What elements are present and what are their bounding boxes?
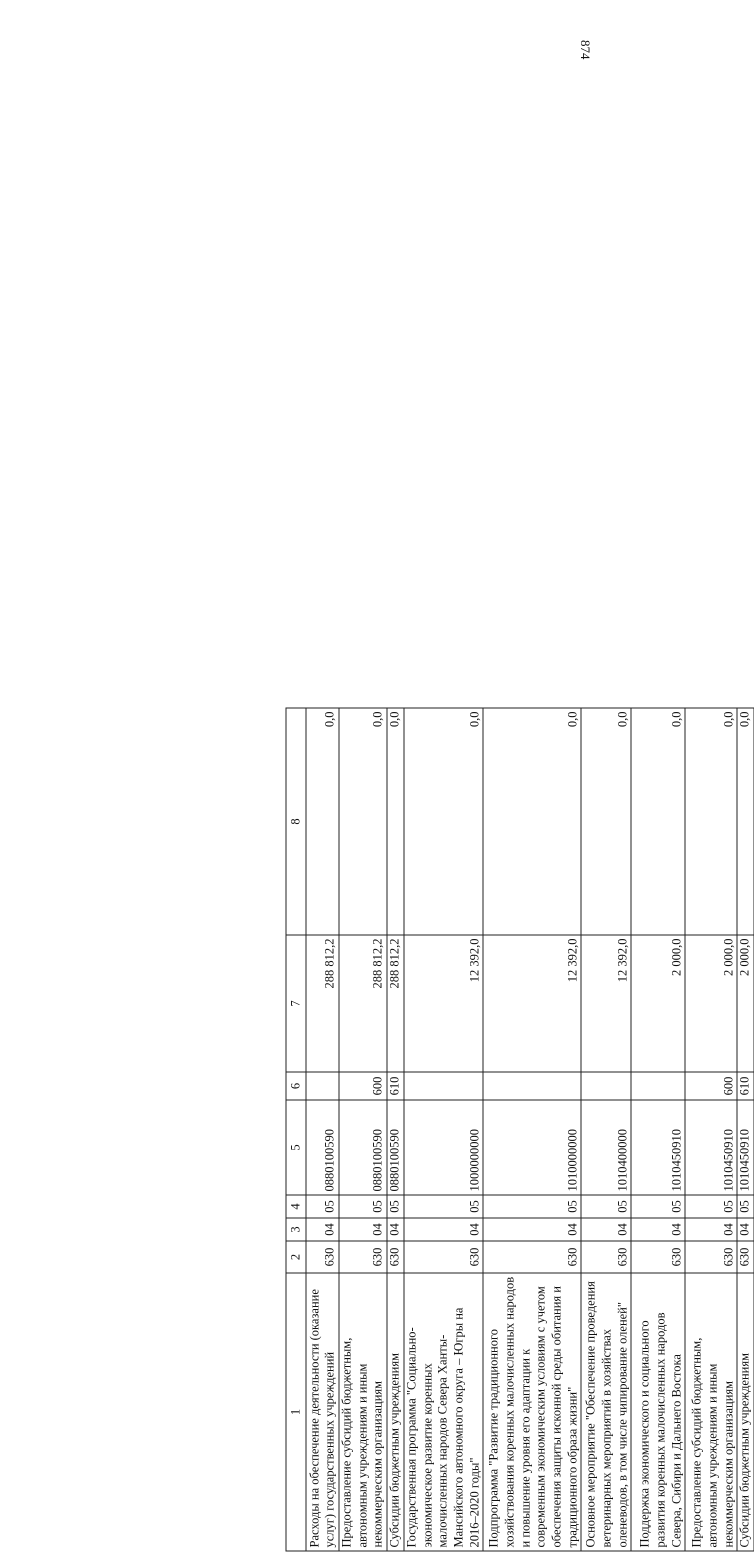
table-header-row [286, 708, 306, 1551]
cell-col5: 0880100590 [387, 1100, 404, 1195]
cell-col7: 2 000,0 [737, 935, 754, 1072]
row-name: Основное мероприятие "Обеспечение проведения ветеринарных мероприятий в хозяйствах оленеводов, в том числе чипирование оленей" [581, 1273, 631, 1551]
cell-col6 [483, 1072, 581, 1100]
table-row [737, 708, 754, 1551]
cell-col3: 04 [581, 1218, 631, 1241]
column-header: 4 [286, 1195, 306, 1218]
cell-col3: 04 [387, 1218, 404, 1241]
cell-col5: 1010000000 [483, 1100, 581, 1195]
row-name: Поддержка экономического и социального развития коренных малочисленных народов Севера, Сибири и Дальнего Востока [631, 1273, 685, 1551]
row-name: Предоставление субсидий бюджетным, автономным учреждениям и иным некоммерческим организациям [339, 1273, 387, 1551]
cell-col7: 288 812,2 [306, 935, 339, 1072]
table-row [483, 708, 581, 1551]
cell-col3: 04 [306, 1218, 339, 1241]
column-header: 5 [286, 1100, 306, 1195]
rotated-table-container [286, 709, 738, 1552]
cell-col8: 0,0 [306, 708, 339, 935]
cell-col8: 0,0 [737, 708, 754, 935]
row-name: Субсидии бюджетным учреждениям [387, 1273, 404, 1551]
cell-col8: 0,0 [685, 708, 737, 935]
table-row [685, 708, 737, 1551]
cell-col4: 05 [339, 1195, 387, 1218]
cell-col7: 288 812,2 [387, 935, 404, 1072]
cell-col5: 1000000000 [404, 1100, 483, 1195]
column-header: 8 [286, 708, 306, 935]
cell-col5: 1010450910 [631, 1100, 685, 1195]
row-name: Государственная программа "Социально-экономическое развитие коренных малочисленных народов Севера Ханты-Мансийского автономного округа – Югры на 2016–2020 годы" [404, 1273, 483, 1551]
cell-col4: 05 [581, 1195, 631, 1218]
table-row [404, 708, 483, 1551]
cell-col3: 04 [404, 1218, 483, 1241]
page-number: 874 [579, 40, 592, 60]
cell-col5: 1010450910 [737, 1100, 754, 1195]
cell-col5: 1010400000 [581, 1100, 631, 1195]
cell-col6 [631, 1072, 685, 1100]
cell-col6: 600 [685, 1072, 737, 1100]
column-header: 7 [286, 935, 306, 1072]
table-row [306, 708, 339, 1551]
cell-col2: 630 [339, 1241, 387, 1273]
cell-col3: 04 [631, 1218, 685, 1241]
cell-col8: 0,0 [581, 708, 631, 935]
cell-col3: 04 [737, 1218, 754, 1241]
table-row [581, 708, 631, 1551]
cell-col2: 630 [685, 1241, 737, 1273]
column-header: 6 [286, 1072, 306, 1100]
cell-col4: 05 [685, 1195, 737, 1218]
cell-col8: 0,0 [404, 708, 483, 935]
cell-col4: 05 [737, 1195, 754, 1218]
cell-col5: 0880100590 [339, 1100, 387, 1195]
cell-col6: 600 [339, 1072, 387, 1100]
cell-col2: 630 [737, 1241, 754, 1273]
cell-col6: 610 [737, 1072, 754, 1100]
cell-col2: 630 [306, 1241, 339, 1273]
cell-col3: 04 [685, 1218, 737, 1241]
cell-col2: 630 [631, 1241, 685, 1273]
table-row [339, 708, 387, 1551]
column-header: 3 [286, 1218, 306, 1241]
cell-col2: 630 [404, 1241, 483, 1273]
column-header: 1 [286, 1273, 306, 1551]
row-name: Субсидии бюджетным учреждениям [737, 1273, 754, 1551]
table-row [387, 708, 404, 1551]
cell-col2: 630 [581, 1241, 631, 1273]
cell-col7: 2 000,0 [685, 935, 737, 1072]
table-row [631, 708, 685, 1551]
cell-col6: 610 [387, 1072, 404, 1100]
cell-col2: 630 [387, 1241, 404, 1273]
row-name: Предоставление субсидий бюджетным, автономным учреждениям и иным некоммерческим организациям [685, 1273, 737, 1551]
cell-col8: 0,0 [339, 708, 387, 935]
cell-col4: 05 [387, 1195, 404, 1218]
cell-col4: 05 [631, 1195, 685, 1218]
cell-col6 [581, 1072, 631, 1100]
cell-col7: 12 392,0 [404, 935, 483, 1072]
cell-col6 [306, 1072, 339, 1100]
cell-col6 [404, 1072, 483, 1100]
cell-col8: 0,0 [483, 708, 581, 935]
cell-col7: 12 392,0 [483, 935, 581, 1072]
cell-col5: 0880100590 [306, 1100, 339, 1195]
cell-col2: 630 [483, 1241, 581, 1273]
row-name: Расходы на обеспечение деятельности (оказание услуг) государственных учреждений [306, 1273, 339, 1551]
column-header: 2 [286, 1241, 306, 1273]
cell-col4: 05 [404, 1195, 483, 1218]
cell-col3: 04 [483, 1218, 581, 1241]
cell-col7: 288 812,2 [339, 935, 387, 1072]
cell-col7: 2 000,0 [631, 935, 685, 1072]
row-name: Подпрограмма "Развитие традиционного хозяйствования коренных малочисленных народов и повышение уровня его адаптации к современным экономическим условиям с учетом обеспечения защиты исконной среды обитания и традиционного образа жизни" [483, 1273, 581, 1551]
cell-col8: 0,0 [387, 708, 404, 935]
cell-col4: 05 [483, 1195, 581, 1218]
cell-col3: 04 [339, 1218, 387, 1241]
cell-col7: 12 392,0 [581, 935, 631, 1072]
cell-col5: 1010450910 [685, 1100, 737, 1195]
cell-col4: 05 [306, 1195, 339, 1218]
cell-col8: 0,0 [631, 708, 685, 935]
budget-table [286, 708, 754, 1552]
